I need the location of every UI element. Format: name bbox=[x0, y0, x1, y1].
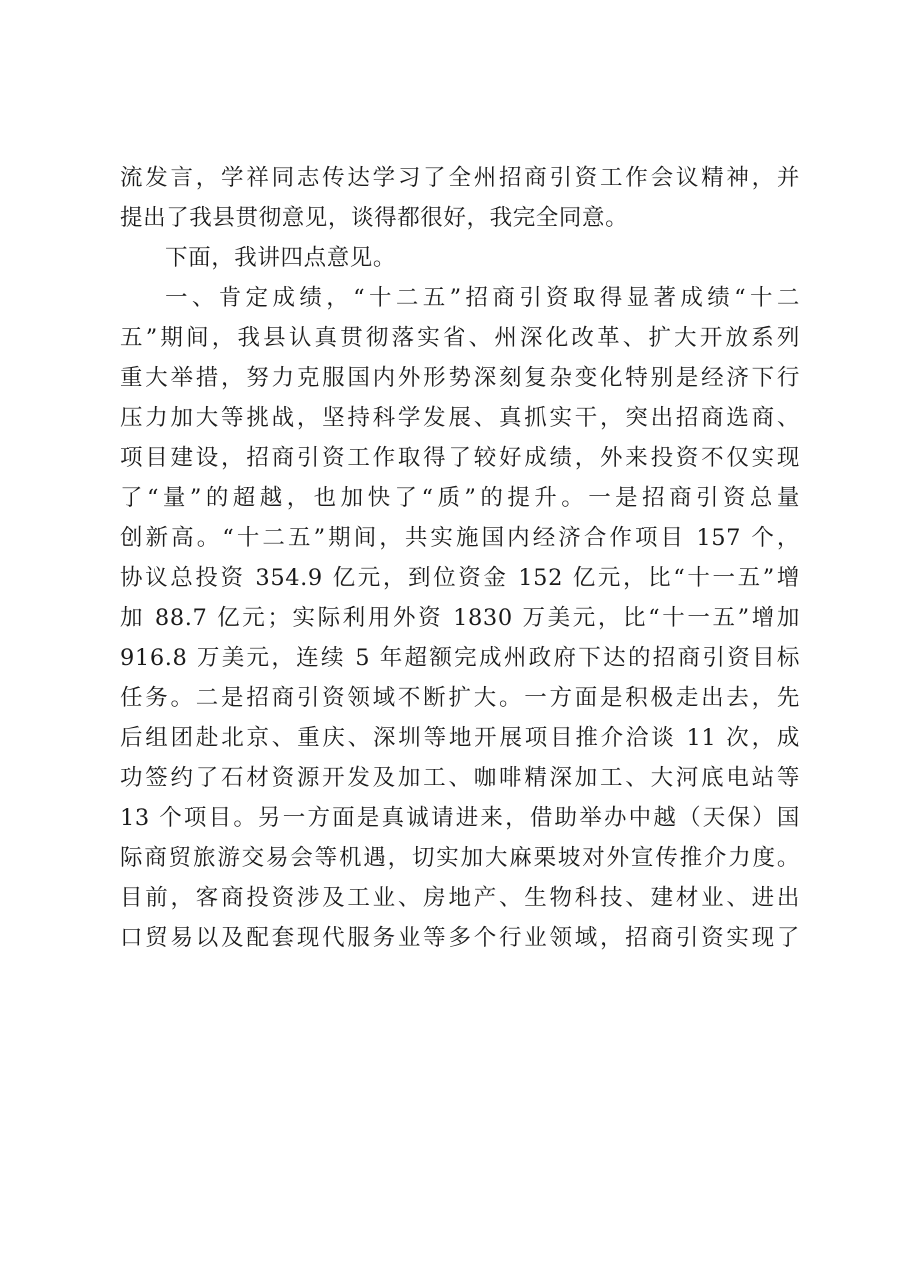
text-line: 后组团赴北京、重庆、深圳等地开展项目推介洽谈 11 次，成 bbox=[120, 725, 800, 751]
paragraph-first-line: 下面，我讲四点意见。 bbox=[165, 245, 397, 271]
text-line: 13 个项目。另一方面是真诚请进来，借助举办中越（天保）国 bbox=[120, 805, 800, 831]
text-line: 流发言，学祥同志传达学习了全州招商引资工作会议精神，并 bbox=[120, 165, 800, 191]
paragraph-first-line: 一、肯定成绩，“十二五”招商引资取得显著成绩“十二 bbox=[165, 285, 800, 311]
body-text bbox=[120, 158, 800, 958]
text-line: 功签约了石材资源开发及加工、咖啡精深加工、大河底电站等 bbox=[120, 765, 800, 791]
text-line: 五”期间，我县认真贯彻落实省、州深化改革、扩大开放系列 bbox=[120, 325, 800, 351]
text-line: 协议总投资 354.9 亿元，到位资金 152 亿元，比“十一五”增 bbox=[120, 565, 800, 591]
text-line: 口贸易以及配套现代服务业等多个行业领域，招商引资实现了 bbox=[120, 925, 800, 951]
text-line: 创新高。“十二五”期间，共实施国内经济合作项目 157 个， bbox=[120, 525, 800, 551]
text-line: 提出了我县贯彻意见，谈得都很好，我完全同意。 bbox=[120, 205, 629, 231]
text-line: 项目建设，招商引资工作取得了较好成绩，外来投资不仅实现 bbox=[120, 445, 800, 471]
text-line: 了“量”的超越，也加快了“质”的提升。一是招商引资总量 bbox=[120, 485, 800, 511]
text-line: 重大举措，努力克服国内外形势深刻复杂变化特别是经济下行 bbox=[120, 365, 800, 391]
text-line: 压力加大等挑战，坚持科学发展、真抓实干，突出招商选商、 bbox=[120, 405, 800, 431]
text-line: 加 88.7 亿元；实际利用外资 1830 万美元，比“十一五”增加 bbox=[120, 605, 800, 631]
text-line: 际商贸旅游交易会等机遇，切实加大麻栗坡对外宣传推介力度。 bbox=[120, 845, 800, 871]
text-line: 目前，客商投资涉及工业、房地产、生物科技、建材业、进出 bbox=[120, 885, 800, 911]
text-line: 916.8 万美元，连续 5 年超额完成州政府下达的招商引资目标 bbox=[120, 645, 800, 671]
text-line: 任务。二是招商引资领域不断扩大。一方面是积极走出去，先 bbox=[120, 685, 800, 711]
